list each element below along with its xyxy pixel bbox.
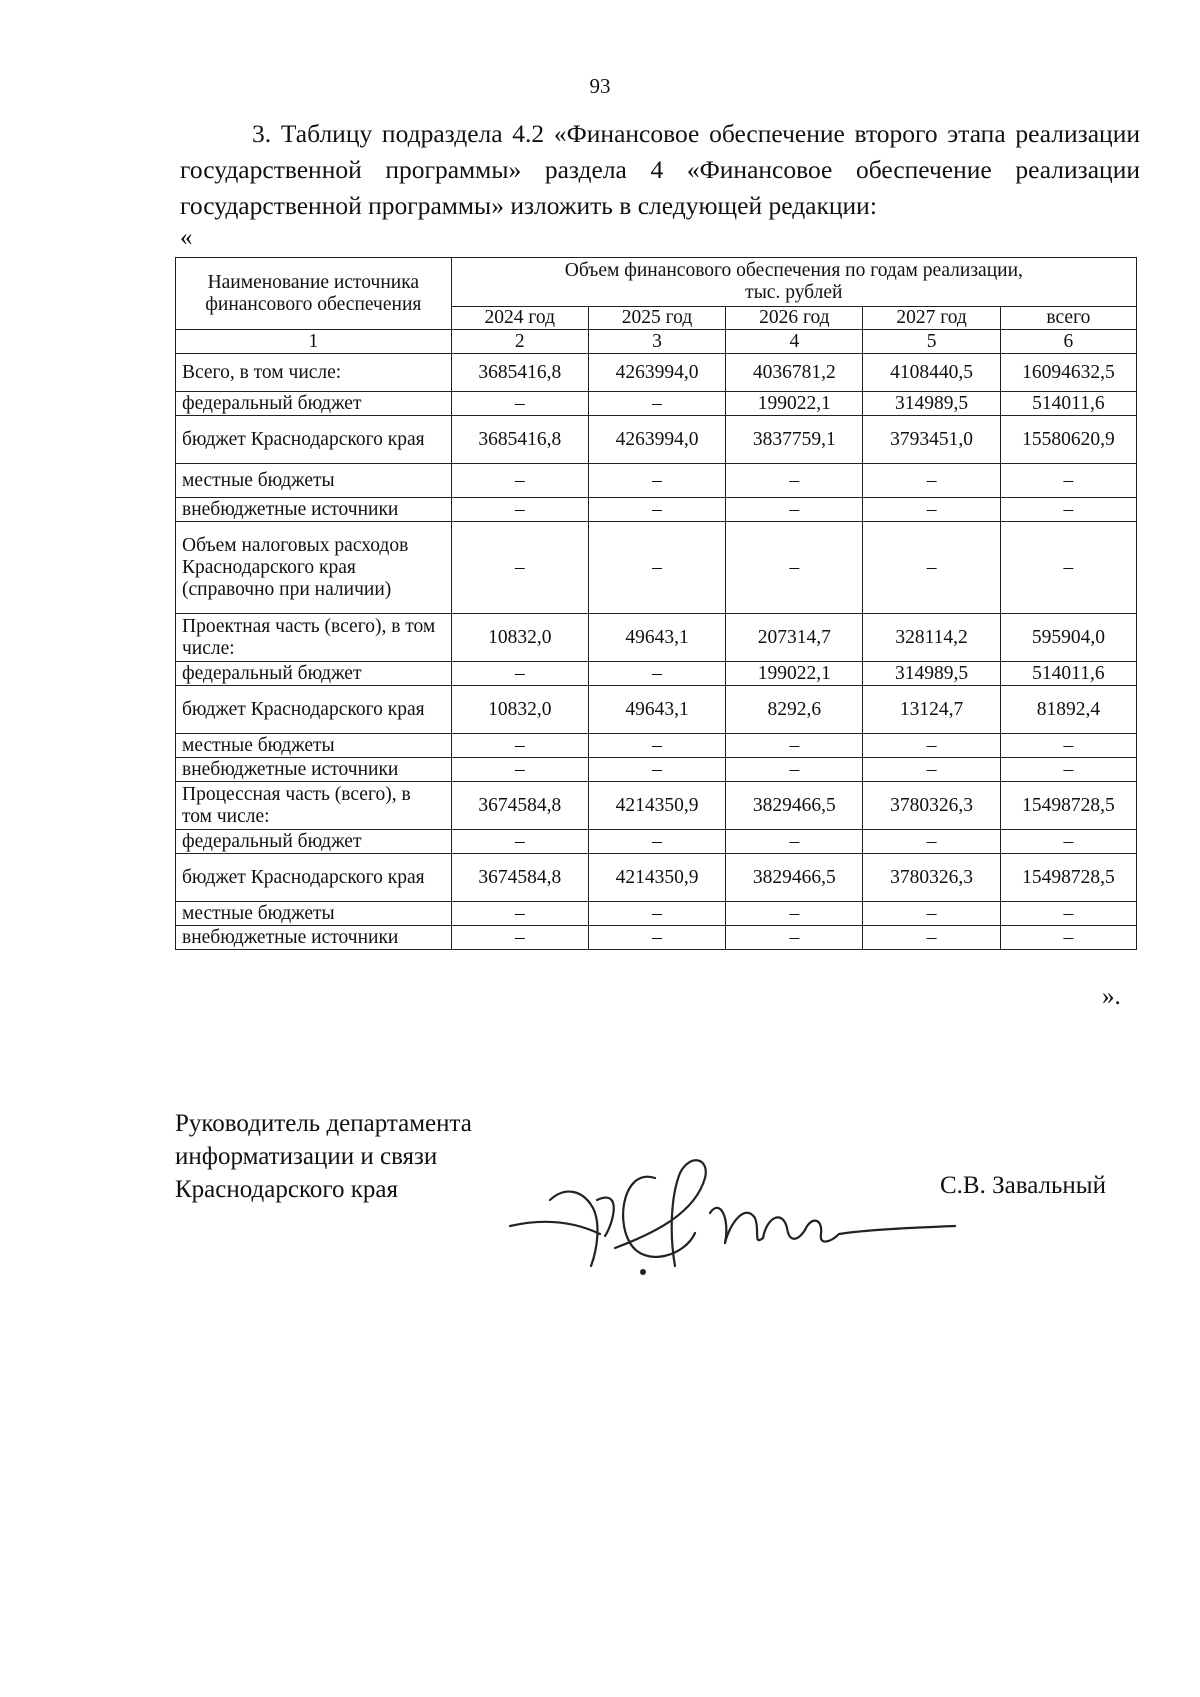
table-cell: – xyxy=(588,498,725,522)
row-label: федеральный бюджет xyxy=(176,392,452,416)
table-cell: – xyxy=(863,464,1000,498)
table-cell: 8292,6 xyxy=(726,686,863,734)
table-cell: – xyxy=(863,830,1000,854)
table-row xyxy=(176,662,1137,686)
row-label: внебюджетные источники xyxy=(176,758,452,782)
table-cell: – xyxy=(451,902,588,926)
header-unit: тыс. рублей xyxy=(745,282,843,303)
table-cell: – xyxy=(863,902,1000,926)
table-cell: 15580620,9 xyxy=(1000,416,1136,464)
column-number: 6 xyxy=(1000,330,1136,354)
table-cell: 4263994,0 xyxy=(588,354,725,392)
table-cell: – xyxy=(588,464,725,498)
table-cell: – xyxy=(726,902,863,926)
table-cell: – xyxy=(451,926,588,950)
table-cell: – xyxy=(863,734,1000,758)
table-cell: – xyxy=(451,662,588,686)
table-cell: 10832,0 xyxy=(451,614,588,662)
table-row xyxy=(176,830,1137,854)
table-cell: 314989,5 xyxy=(863,392,1000,416)
signatory-title-line: Краснодарского края xyxy=(175,1176,398,1203)
table-cell: – xyxy=(863,758,1000,782)
header-volume-line: Объем финансового обеспечения по годам реализации, xyxy=(564,260,1023,281)
table-cell: – xyxy=(588,902,725,926)
signatory-title xyxy=(175,1107,472,1206)
table-cell: 3793451,0 xyxy=(863,416,1000,464)
table-row xyxy=(176,758,1137,782)
row-label: Всего, в том числе: xyxy=(176,354,452,392)
table-cell: – xyxy=(1000,758,1136,782)
table-cell: 3829466,5 xyxy=(726,782,863,830)
table-row xyxy=(176,926,1137,950)
year-header: 2026 год xyxy=(726,307,863,330)
table-cell: – xyxy=(451,522,588,614)
row-label: бюджет Краснодарского края xyxy=(176,686,452,734)
column-number: 2 xyxy=(451,330,588,354)
table-cell: 595904,0 xyxy=(1000,614,1136,662)
table-cell: – xyxy=(451,498,588,522)
table-row xyxy=(176,686,1137,734)
table-cell: 4263994,0 xyxy=(588,416,725,464)
table-cell: – xyxy=(1000,830,1136,854)
table-cell: 16094632,5 xyxy=(1000,354,1136,392)
table-cell: 4108440,5 xyxy=(863,354,1000,392)
row-label: местные бюджеты xyxy=(176,464,452,498)
table-cell: 3780326,3 xyxy=(863,782,1000,830)
table-row xyxy=(176,902,1137,926)
table-cell: – xyxy=(588,662,725,686)
table-cell: 3685416,8 xyxy=(451,354,588,392)
table-cell: 3780326,3 xyxy=(863,854,1000,902)
table-cell: – xyxy=(588,522,725,614)
table-cell: 3685416,8 xyxy=(451,416,588,464)
table-cell: 4214350,9 xyxy=(588,854,725,902)
table-cell: – xyxy=(1000,926,1136,950)
year-header: 2025 год xyxy=(588,307,725,330)
table-cell: – xyxy=(726,464,863,498)
table-cell: 199022,1 xyxy=(726,392,863,416)
column-number: 4 xyxy=(726,330,863,354)
table-row xyxy=(176,416,1137,464)
table-cell: 10832,0 xyxy=(451,686,588,734)
row-label: местные бюджеты xyxy=(176,734,452,758)
table-body xyxy=(176,354,1137,950)
table-cell: 49643,1 xyxy=(588,614,725,662)
table-cell: – xyxy=(863,498,1000,522)
table-cell: – xyxy=(588,830,725,854)
row-label: Проектная часть (всего), в том числе: xyxy=(176,614,452,662)
table-cell: – xyxy=(863,522,1000,614)
table-cell: 328114,2 xyxy=(863,614,1000,662)
table-row xyxy=(176,392,1137,416)
table-cell: 49643,1 xyxy=(588,686,725,734)
year-header: всего xyxy=(1000,307,1136,330)
row-label: федеральный бюджет xyxy=(176,662,452,686)
table-cell: – xyxy=(588,392,725,416)
table-row xyxy=(176,354,1137,392)
signatory-title-line: информатизации и связи xyxy=(175,1143,438,1170)
column-number: 5 xyxy=(863,330,1000,354)
table-cell: – xyxy=(726,498,863,522)
table-cell: 514011,6 xyxy=(1000,392,1136,416)
row-label: местные бюджеты xyxy=(176,902,452,926)
financial-table xyxy=(175,257,1137,950)
table-cell: – xyxy=(726,926,863,950)
table-cell: 15498728,5 xyxy=(1000,782,1136,830)
table-cell: – xyxy=(451,734,588,758)
table-row xyxy=(176,734,1137,758)
table-cell: 3837759,1 xyxy=(726,416,863,464)
table-cell: – xyxy=(588,758,725,782)
table-cell: – xyxy=(1000,902,1136,926)
table-row xyxy=(176,498,1137,522)
page-number: 93 xyxy=(589,74,611,98)
closing-quote: ». xyxy=(1102,983,1121,1010)
table-cell: 314989,5 xyxy=(863,662,1000,686)
table-cell: 514011,6 xyxy=(1000,662,1136,686)
table-cell: 207314,7 xyxy=(726,614,863,662)
table-row xyxy=(176,614,1137,662)
handwritten-signature xyxy=(505,1138,1005,1288)
header-volume xyxy=(451,258,1136,307)
intro-paragraph xyxy=(180,116,1140,224)
header-source: Наименование источника финансового обеспечения xyxy=(176,258,452,330)
column-number: 3 xyxy=(588,330,725,354)
column-number: 1 xyxy=(176,330,452,354)
table-cell: – xyxy=(1000,734,1136,758)
year-header: 2027 год xyxy=(863,307,1000,330)
table-cell: 3674584,8 xyxy=(451,782,588,830)
table-cell: 13124,7 xyxy=(863,686,1000,734)
table-row xyxy=(176,522,1137,614)
table-cell: 81892,4 xyxy=(1000,686,1136,734)
table-cell: – xyxy=(726,522,863,614)
table-cell: – xyxy=(451,830,588,854)
intro-text: 3. Таблицу подраздела 4.2 «Финансовое обеспечение второго этапа реализации государственной программы» раздела 4 «Финансовое обеспечение реализации государственной программы» изложить в следующей редакции: xyxy=(180,119,1140,220)
table-cell: – xyxy=(726,734,863,758)
table-cell: 199022,1 xyxy=(726,662,863,686)
table-cell: – xyxy=(451,464,588,498)
table-cell: 3674584,8 xyxy=(451,854,588,902)
year-header: 2024 год xyxy=(451,307,588,330)
table-cell: – xyxy=(1000,522,1136,614)
table-cell: – xyxy=(588,926,725,950)
signatory-title-line: Руководитель департамента xyxy=(175,1110,472,1137)
table-cell: – xyxy=(726,758,863,782)
table-cell: – xyxy=(726,830,863,854)
row-label: бюджет Краснодарского края xyxy=(176,416,452,464)
row-label: Процессная часть (всего), в том числе: xyxy=(176,782,452,830)
table-cell: 4214350,9 xyxy=(588,782,725,830)
row-label: Объем налоговых расходов Краснодарского края (справочно при наличии) xyxy=(176,522,452,614)
table-row xyxy=(176,782,1137,830)
table-cell: – xyxy=(588,734,725,758)
opening-quote: « xyxy=(180,224,193,251)
signatory-name: С.В. Завальный xyxy=(940,1172,1106,1199)
row-label: федеральный бюджет xyxy=(176,830,452,854)
table-cell: – xyxy=(451,758,588,782)
row-label: внебюджетные источники xyxy=(176,926,452,950)
table-cell: – xyxy=(1000,498,1136,522)
table-cell: – xyxy=(863,926,1000,950)
table-cell: 15498728,5 xyxy=(1000,854,1136,902)
table-cell: – xyxy=(451,392,588,416)
table-row xyxy=(176,854,1137,902)
table-cell: 4036781,2 xyxy=(726,354,863,392)
row-label: внебюджетные источники xyxy=(176,498,452,522)
table-cell: – xyxy=(1000,464,1136,498)
row-label: бюджет Краснодарского края xyxy=(176,854,452,902)
table-cell: 3829466,5 xyxy=(726,854,863,902)
table-row xyxy=(176,464,1137,498)
